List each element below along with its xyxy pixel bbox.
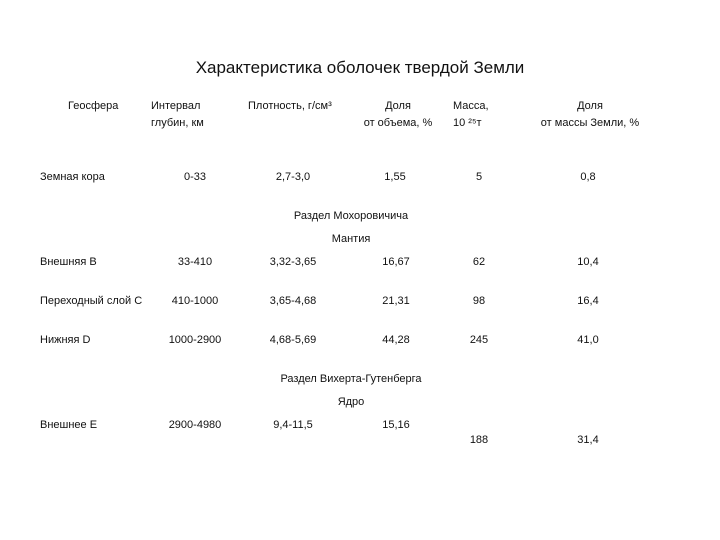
header-massshare-line1: Доля — [577, 100, 603, 112]
row-outer-e-name: Внешнее Е — [40, 419, 98, 431]
row-outer-e-depth: 2900-4980 — [168, 419, 222, 431]
row-crust-mass-share: 0,8 — [580, 171, 596, 183]
separator-moho: Раздел Мохоровичича — [293, 210, 409, 222]
row-transition-c-name: Переходный слой С — [40, 295, 143, 307]
separator-gutenberg: Раздел Вихерта-Гутенберга — [280, 373, 422, 385]
section-core: Ядро — [337, 396, 365, 408]
page-title: Характеристика оболочек твердой Земли — [195, 58, 525, 77]
row-outer-b-mass-share: 10,4 — [577, 256, 599, 268]
header-volume-line1: Доля — [385, 100, 411, 112]
row-crust-mass: 5 — [475, 171, 483, 183]
row-crust-volume: 1,55 — [384, 171, 406, 183]
row-outer-e-mass: 188 — [469, 434, 489, 446]
header-mass-line2: 10 ²⁵т — [453, 117, 482, 129]
row-outer-b-density: 3,32-3,65 — [269, 256, 317, 268]
row-lower-d-depth: 1000-2900 — [168, 334, 222, 346]
row-transition-c-density: 3,65-4,68 — [269, 295, 317, 307]
row-outer-e-mass-share: 31,4 — [577, 434, 599, 446]
row-crust-depth: 0-33 — [183, 171, 207, 183]
row-crust-name: Земная кора — [40, 171, 105, 183]
row-outer-e-density: 9,4-11,5 — [273, 419, 313, 431]
header-massshare-line2: от массы Земли, % — [540, 117, 640, 129]
row-crust-density: 2,7-3,0 — [275, 171, 311, 183]
row-lower-d-name: Нижняя D — [40, 334, 91, 346]
row-outer-b-mass: 62 — [472, 256, 486, 268]
header-geosphere: Геосфера — [68, 100, 119, 112]
header-depth-line2: глубин, км — [151, 117, 204, 129]
header-density: Плотность, г/см³ — [248, 100, 332, 112]
header-mass-line1: Масса, — [453, 100, 489, 112]
row-lower-d-volume: 44,28 — [382, 334, 410, 346]
header-depth-line1: Интервал — [151, 100, 201, 112]
row-transition-c-mass: 98 — [472, 295, 486, 307]
row-outer-b-name: Внешняя В — [40, 256, 97, 268]
section-mantle: Мантия — [331, 233, 371, 245]
row-lower-d-mass-share: 41,0 — [577, 334, 599, 346]
row-outer-b-volume: 16,67 — [382, 256, 410, 268]
row-outer-e-volume: 15,16 — [382, 419, 410, 431]
row-lower-d-mass: 245 — [469, 334, 489, 346]
header-volume-line2: от объема, % — [363, 117, 433, 129]
row-transition-c-mass-share: 16,4 — [577, 295, 599, 307]
row-transition-c-volume: 21,31 — [382, 295, 410, 307]
row-lower-d-density: 4,68-5,69 — [269, 334, 317, 346]
row-transition-c-depth: 410-1000 — [171, 295, 219, 307]
row-outer-b-depth: 33-410 — [177, 256, 213, 268]
